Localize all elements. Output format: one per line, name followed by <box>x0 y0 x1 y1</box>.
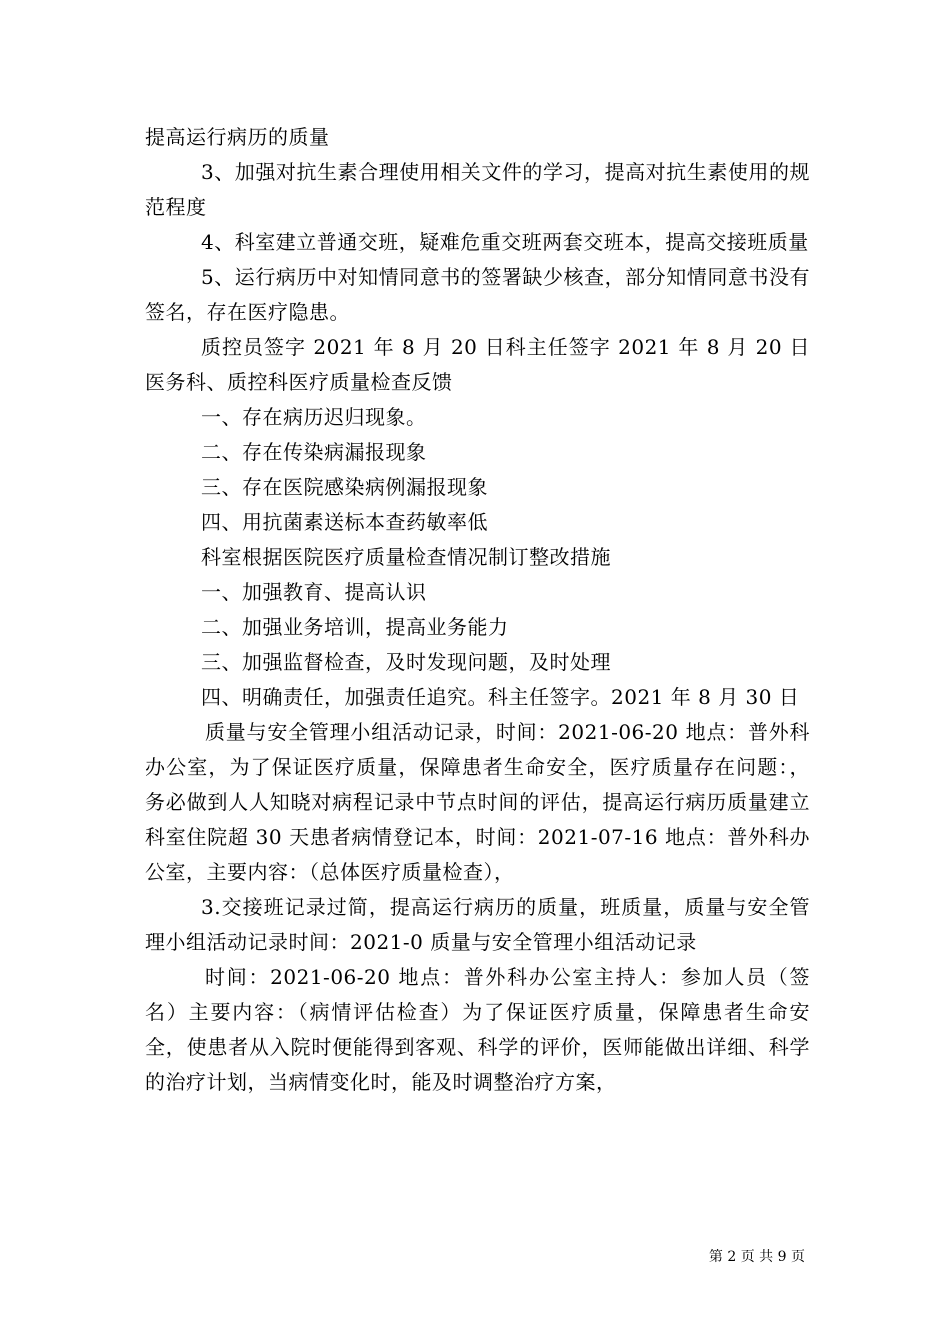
paragraph-measure-1: 一、加强教育、提高认识 <box>201 580 427 604</box>
paragraph-measure-3: 三、加强监督检查，及时发现问题，及时处理 <box>201 650 611 674</box>
paragraph-issue-1: 一、存在病历迟归现象。 <box>201 405 427 429</box>
document-body <box>145 120 810 1100</box>
paragraph-issue-2: 二、存在传染病漏报现象 <box>201 440 427 464</box>
paragraph-activity-record: 质量与安全管理小组活动记录，时间：2021-06-20 地点：普外科办公室，为了保证医疗质量，保障患者生命安全，医疗质量存在问题：，务必做到人人知晓对病程记录中节点时间的评估，提高运行病历质量建立科室住院超 30 天患者病情登记本，时间：2021-07-16 地点：普外科办公室，主要内容：（总体医疗质量检查）， <box>145 720 810 884</box>
paragraph-measure-4: 四、明确责任，加强责任追究。科主任签字。2021 年 8 月 30 日 <box>201 685 800 709</box>
page-number: 第 2 页 共 9 页 <box>708 1249 805 1265</box>
paragraph-item-4: 4、科室建立普通交班，疑难危重交班两套交班本，提高交接班质量 <box>201 230 809 254</box>
paragraph-measures-heading: 科室根据医院医疗质量检查情况制订整改措施 <box>201 545 611 569</box>
paragraph-item-3: 3、加强对抗生素合理使用相关文件的学习，提高对抗生素使用的规范程度 <box>145 160 810 219</box>
paragraph-issue-4: 四、用抗菌素送标本查药敏率低 <box>201 510 488 534</box>
paragraph-assessment-record: 时间：2021-06-20 地点：普外科办公室主持人：参加人员（签名）主要内容：（病情评估检查）为了保证医疗质量，保障患者生命安全，使患者从入院时便能得到客观、科学的评价，医师能做出详细、科学的治疗计划，当病情变化时，能及时调整治疗方案， <box>145 965 810 1094</box>
paragraph-item-5: 5、运行病历中对知情同意书的签署缺少核查，部分知情同意书没有签名，存在医疗隐患。 <box>145 265 810 324</box>
paragraph-measure-2: 二、加强业务培训，提高业务能力 <box>201 615 509 639</box>
paragraph-continuation: 提高运行病历的质量 <box>145 125 330 149</box>
paragraph-signature-feedback: 质控员签字 2021 年 8 月 20 日科主任签字 2021 年 8 月 20 日医务科、质控科医疗质量检查反馈 <box>145 335 810 394</box>
paragraph-issue-3: 三、存在医院感染病例漏报现象 <box>201 475 488 499</box>
paragraph-handover-record: 3.交接班记录过简，提高运行病历的质量，班质量，质量与安全管理小组活动记录时间：2021-0 质量与安全管理小组活动记录 <box>145 895 810 954</box>
